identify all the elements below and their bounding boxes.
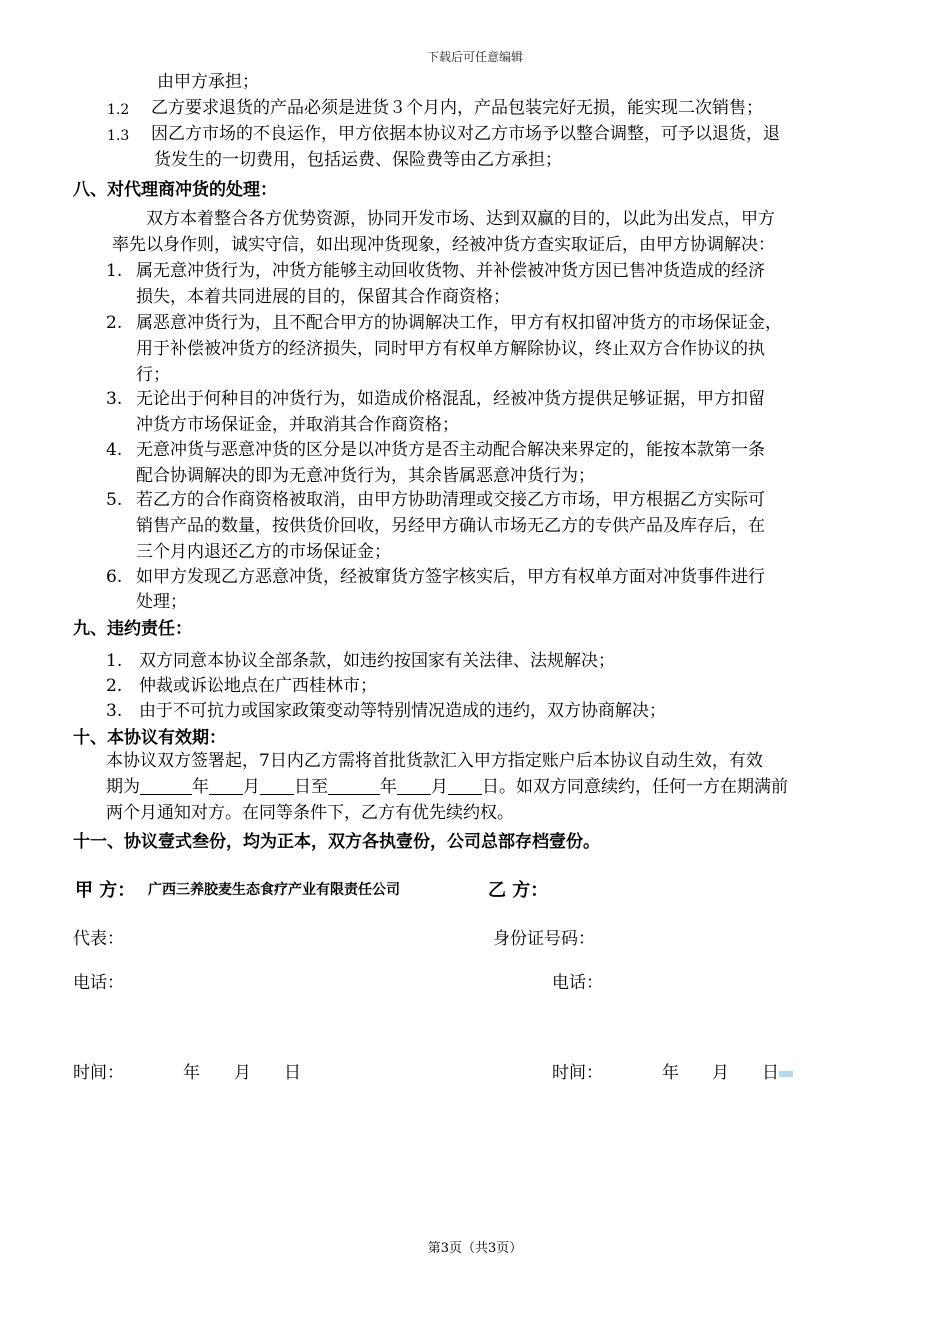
list-number: 3. [106,701,123,721]
list-item: 属恶意冲货行为，且不配合甲方的协调解决工作，甲方有权扣留冲货方的市场保证金， [136,313,782,333]
item-text: 货发生的一切费用，包括运费、保险费等由乙方承担； [154,150,562,170]
page-footer: 第3页（共3页） [427,1241,523,1256]
section-heading: 十、本协议有效期： [73,728,226,748]
list-item: 仲裁或诉讼地点在广西桂林市； [139,676,377,696]
phone-label: 电话： [73,973,124,993]
date-month: 月 [712,1063,729,1083]
list-item: 配合协调解决的即为无意冲货行为，其余皆属恶意冲货行为； [136,466,595,486]
text: 月 [243,777,260,797]
list-item: 无意冲货与恶意冲货的区分是以冲货方是否主动配合解决来界定的，能按本款第一条 [136,440,765,460]
list-number: 2. [106,676,123,696]
text: 年 [380,777,397,797]
item-number: 1.2 [107,102,130,118]
list-number: 1. [106,651,123,671]
phone-label: 电话： [552,973,603,993]
list-item: 若乙方的合作商资格被取消，由甲方协助清理或交接乙方市场，甲方根据乙方实际可 [136,490,765,510]
list-item: 属无意冲货行为，冲货方能够主动回收货物、并补偿被冲货方因已售冲货造成的经济 [136,261,765,281]
list-item: 无论出于何种目的冲货行为，如造成价格混乱，经被冲货方提供足够证据，甲方扣留 [136,389,765,409]
list-number: 2. [106,313,123,333]
list-item: 冲货方市场保证金，并取消其合作商资格； [136,415,459,435]
id-number-label: 身份证号码： [493,929,595,949]
list-item: 双方同意本协议全部条款，如违约按国家有关法律、法规解决； [139,651,615,671]
list-item: 行； [136,365,170,385]
blank-month [397,776,431,795]
list-item: 用于补偿被冲货方的经济损失，同时甲方有权单方解除协议，终止双方合作协议的执 [136,339,765,359]
section-heading: 九、违约责任： [73,619,192,639]
text: 期为 [106,777,140,797]
blank-day [448,776,482,795]
paragraph: 率先以身作则，诚实守信，如出现冲货现象，经被冲货方查实取证后，由甲方协调解决： [112,235,775,255]
list-item: 如甲方发现乙方恶意冲货，经被窜货方签字核实后，甲方有权单方面对冲货事件进行 [136,567,765,587]
list-number: 1. [106,261,123,281]
text: 月 [431,777,448,797]
paragraph: 本协议双方签署起，7日内乙方需将首批货款汇入甲方指定账户后本协议自动生效，有效 [106,751,763,771]
section-heading: 八、对代理商冲货的处理： [73,180,277,200]
date-day: 日 [762,1063,779,1083]
blank-year [140,776,192,795]
party-a-label: 甲 方： [75,880,136,901]
text: 日。如双方同意续约，任何一方在期满前 [482,777,788,797]
list-number: 5. [106,490,123,510]
item-text: 乙方要求退货的产品必须是进货３个月内，产品包装完好无损，能实现二次销售； [151,98,763,118]
list-item: 销售产品的数量，按供货价回收，另经甲方确认市场无乙方的专供产品及库存后，在 [136,516,765,536]
time-label: 时间： [73,1063,124,1083]
list-number: 6. [106,567,123,587]
list-number: 4. [106,440,123,460]
time-label: 时间： [552,1063,603,1083]
paragraph: 两个月通知对方。在同等条件下，乙方有优先续约权。 [106,803,514,823]
list-item: 由于不可抗力或国家政策变动等特别情况造成的违约，双方协商解决； [139,701,666,721]
validity-period-line [106,774,788,800]
party-b-label: 乙 方： [488,880,549,901]
blank-day [260,776,294,795]
text: 年 [192,777,209,797]
party-a-name: 广西三养胶麦生态食疗产业有限责任公司 [148,882,400,898]
section-heading: 十一、协议壹式叁份，均为正本，双方各执壹份，公司总部存档壹份。 [73,832,600,852]
list-item: 处理； [136,592,187,612]
list-item: 三个月内退还乙方的市场保证金； [136,542,391,562]
date-month: 月 [234,1063,251,1083]
text: 日至 [294,777,328,797]
continuation-text: 由甲方承担； [157,72,259,92]
list-number: 3. [106,389,123,409]
list-item: 损失，本着共同进展的目的，保留其合作商资格； [136,287,510,307]
page-header: 下载后可任意编辑 [426,50,523,64]
paragraph: 双方本着整合各方优势资源，协同开发市场、达到双赢的目的，以此为出发点，甲方 [146,209,775,229]
blank-month [209,776,243,795]
representative-label: 代表： [73,929,124,949]
date-year: 年 [183,1063,200,1083]
date-day: 日 [284,1063,301,1083]
date-year: 年 [662,1063,679,1083]
selection-highlight [779,1071,793,1077]
item-text: 因乙方市场的不良运作，甲方依据本协议对乙方市场予以整合调整，可予以退货，退 [151,124,780,144]
item-number: 1.3 [107,128,130,144]
blank-year [328,776,380,795]
